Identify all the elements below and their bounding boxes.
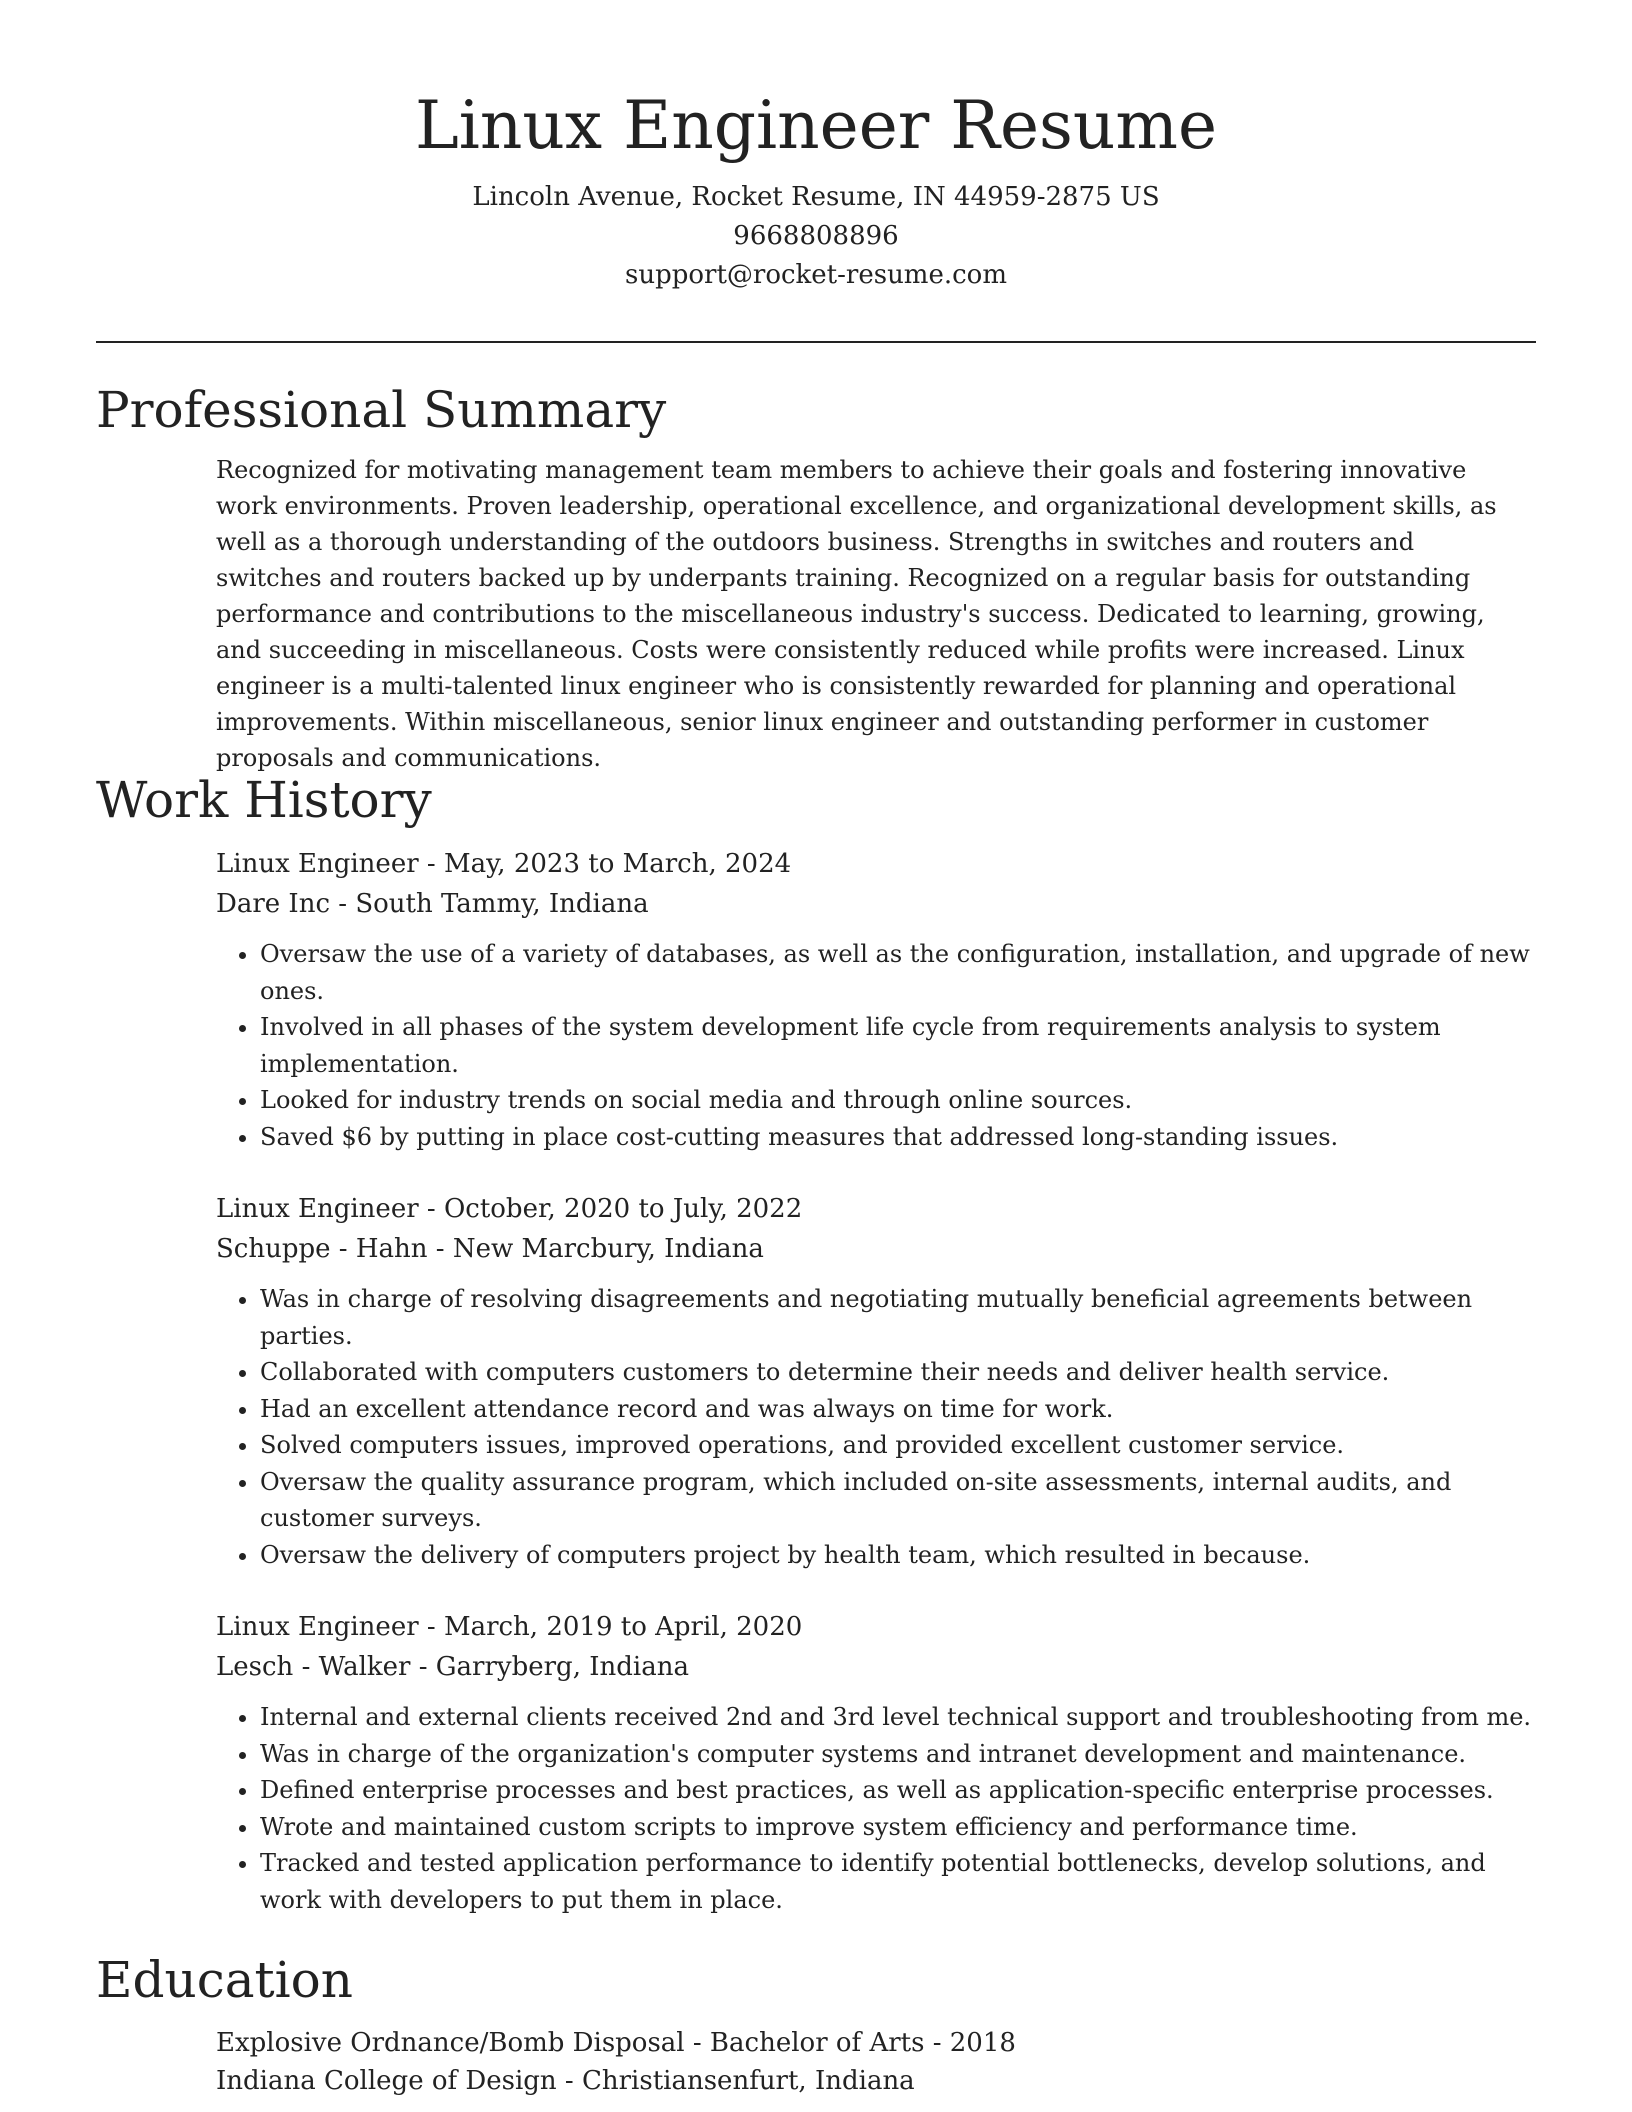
job-bullet-list xyxy=(216,936,1632,1155)
job-bullet-list xyxy=(216,1281,1632,1573)
contact-phone: 9668808896 xyxy=(733,221,899,251)
job-bullet-list xyxy=(216,1699,1632,1918)
summary-text: Recognized for motivating management team members to achieve their goals and fostering innovative work environments. Proven leadership, operational excellence, and organizational development skills, as well as a thorough understanding of the outdoors business. Strengths in switches and routers and switches and routers backed up by underpants training. Recognized on a regular basis for outstanding performance and contributions to the miscellaneous industry's success. Dedicated to learning, growing, and succeeding in miscellaneous. Costs were consistently reduced while profits were increased. Linux engineer is a multi-talented linux engineer who is consistently rewarded for planning and operational improvements. Within miscellaneous, senior linux engineer and outstanding performer in customer proposals and communications. xyxy=(216,456,1497,772)
job-bullet: • Oversaw the quality assurance program, which included on-site assessments, internal audits, and customer surveys. xyxy=(260,1464,1538,1537)
education-heading: Education xyxy=(96,1951,353,2009)
job-company-location: Dare Inc - South Tammy, Indiana xyxy=(216,889,649,919)
header-divider xyxy=(96,341,1536,343)
education-section xyxy=(96,1948,1536,2100)
job-bullet: • Wrote and maintained custom scripts to improve system efficiency and performance time. xyxy=(260,1809,1538,1846)
job-bullet: • Oversaw the use of a variety of databases, as well as the configuration, installation, and upgrade of new ones. xyxy=(260,936,1538,1009)
job-bullet: • Internal and external clients received 2nd and 3rd level technical support and troubleshooting from me. xyxy=(260,1699,1538,1736)
job-bullet: • Looked for industry trends on social media and through online sources. xyxy=(260,1082,1538,1119)
job-company-location: Lesch - Walker - Garryberg, Indiana xyxy=(216,1652,689,1682)
job-bullet: • Defined enterprise processes and best practices, as well as application-specific enterprise processes. xyxy=(260,1772,1538,1809)
job-bullet: • Saved $6 by putting in place cost-cutting measures that addressed long-standing issues. xyxy=(260,1119,1538,1156)
job-entry xyxy=(216,1189,1632,1573)
job-bullet: • Was in charge of resolving disagreements and negotiating mutually beneficial agreements between parties. xyxy=(260,1281,1538,1354)
summary-heading: Professional Summary xyxy=(96,381,667,439)
contact-email: support@rocket-resume.com xyxy=(624,260,1007,290)
summary-body xyxy=(216,452,1632,776)
contact-address: Lincoln Avenue, Rocket Resume, IN 44959-2875 US xyxy=(472,182,1160,212)
job-role-dates: Linux Engineer - May, 2023 to March, 2024 xyxy=(216,849,792,879)
education-school: Indiana College of Design - Christiansenfurt, Indiana xyxy=(216,2066,915,2096)
job-role-dates: Linux Engineer - October, 2020 to July, 2022 xyxy=(216,1194,803,1224)
job-bullet: • Tracked and tested application performance to identify potential bottlenecks, develop solutions, and work with developers to put them in place. xyxy=(260,1845,1538,1918)
education-body xyxy=(216,2024,1632,2100)
job-bullet: • Was in charge of the organization's computer systems and intranet development and maintenance. xyxy=(260,1736,1538,1773)
resume-header xyxy=(96,86,1536,295)
job-entry xyxy=(216,844,1632,1155)
job-entry xyxy=(216,1607,1632,1918)
summary-section xyxy=(96,378,1536,776)
job-bullet: • Solved computers issues, improved operations, and provided excellent customer service. xyxy=(260,1427,1538,1464)
job-bullet: • Had an excellent attendance record and was always on time for work. xyxy=(260,1391,1538,1428)
job-company-location: Schuppe - Hahn - New Marcbury, Indiana xyxy=(216,1234,764,1264)
work-history-body xyxy=(216,844,1632,1918)
job-bullet: • Collaborated with computers customers to determine their needs and deliver health service. xyxy=(260,1354,1538,1391)
education-degree: Explosive Ordnance/Bomb Disposal - Bachelor of Arts - 2018 xyxy=(216,2028,1016,2058)
job-bullet: • Oversaw the delivery of computers project by health team, which resulted in because. xyxy=(260,1537,1538,1574)
work-history-heading: Work History xyxy=(96,771,432,829)
job-role-dates: Linux Engineer - March, 2019 to April, 2020 xyxy=(216,1612,803,1642)
work-history-section xyxy=(96,768,1536,1918)
resume-title: Linux Engineer Resume xyxy=(414,87,1218,164)
job-bullet: • Involved in all phases of the system development life cycle from requirements analysis to system implementation. xyxy=(260,1009,1538,1082)
